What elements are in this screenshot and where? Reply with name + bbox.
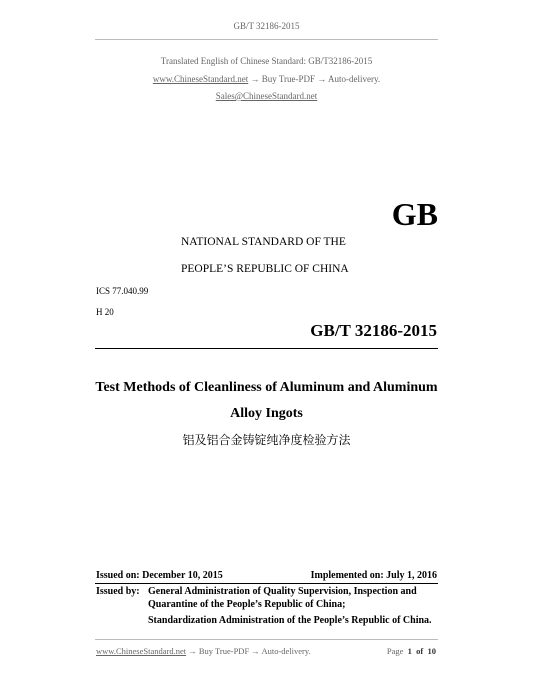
- page-of: of: [416, 646, 424, 656]
- issued-by-label: Issued by:: [96, 586, 140, 597]
- running-header: GB/T 32186-2015: [233, 21, 300, 31]
- translation-line: Translated English of Chinese Standard: GB/T32186-2015: [160, 56, 373, 66]
- standard-rule: [95, 348, 438, 349]
- page-number: 1: [407, 646, 412, 656]
- page-total: 10: [427, 646, 436, 656]
- national-line-2: PEOPLE’S REPUBLIC OF CHINA: [181, 263, 349, 275]
- dates-rule: [95, 583, 438, 584]
- title-chinese: 铝及铝合金铸锭纯净度检验方法: [182, 433, 351, 447]
- header-rule: [95, 39, 438, 40]
- national-line-1: NATIONAL STANDARD OF THE: [181, 236, 346, 248]
- ics-code: ICS 77.040.99: [96, 286, 149, 296]
- email-link[interactable]: Sales@ChineseStandard.net: [215, 91, 318, 101]
- site-link[interactable]: www.ChineseStandard.net: [152, 74, 249, 84]
- email-line: [0, 91, 533, 101]
- title-line-1: Test Methods of Cleanliness of Aluminum and Aluminum: [95, 380, 438, 395]
- footer-buy-line: [96, 646, 311, 656]
- class-code: H 20: [96, 307, 114, 317]
- buy-text: → Buy True-PDF → Auto-delivery.: [250, 74, 381, 84]
- title-line-2: Alloy Ingots: [230, 406, 303, 421]
- buy-line: [0, 74, 533, 84]
- issuer-line-2: Quarantine of the People’s Republic of China;: [148, 599, 346, 610]
- page-label: Page: [386, 646, 404, 656]
- footer-site-link[interactable]: www.ChineseStandard.net: [96, 646, 187, 656]
- footer-buy-text: → Buy True-PDF → Auto-delivery.: [188, 646, 311, 656]
- footer-rule: [95, 639, 438, 640]
- issuer-line-1: General Administration of Quality Supervision, Inspection and: [148, 586, 417, 597]
- implemented-on: Implemented on: July 1, 2016: [310, 570, 437, 581]
- issuer-line-3: Standardization Administration of the People’s Republic of China.: [148, 615, 432, 626]
- gb-mark: GB: [391, 196, 438, 232]
- issued-on: Issued on: December 10, 2015: [96, 570, 223, 581]
- standard-number: GB/T 32186-2015: [310, 321, 437, 340]
- page-indicator: [387, 646, 436, 656]
